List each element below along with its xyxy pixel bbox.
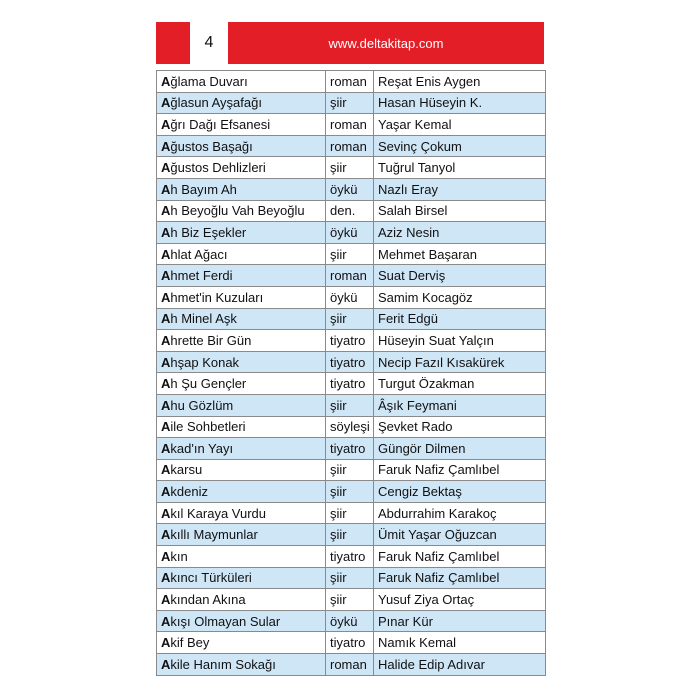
book-title-cell — [157, 92, 326, 114]
genre-cell: şiir — [326, 589, 374, 611]
book-title-cell — [157, 114, 326, 136]
title-rest: hşap Konak — [170, 354, 240, 370]
title-rest: kıncı Türküleri — [170, 570, 252, 586]
author-cell: Salah Birsel — [374, 200, 546, 222]
genre-cell: öykü — [326, 286, 374, 308]
author-cell: Sevinç Çokum — [374, 135, 546, 157]
author-cell: Nazlı Eray — [374, 178, 546, 200]
title-rest: h Beyoğlu Vah Beyoğlu — [170, 203, 305, 219]
title-initial: A — [161, 419, 171, 435]
table-row — [157, 589, 546, 611]
book-title-cell — [157, 200, 326, 222]
book-title-cell — [157, 654, 326, 676]
table-row — [157, 178, 546, 200]
book-title-cell — [157, 178, 326, 200]
title-rest: kışı Olmayan Sular — [170, 613, 281, 629]
genre-cell: tiyatro — [326, 351, 374, 373]
table-row — [157, 157, 546, 179]
book-title-cell — [157, 71, 326, 93]
author-cell: Hüseyin Suat Yalçın — [374, 330, 546, 352]
title-initial: A — [161, 570, 171, 586]
book-title-cell — [157, 589, 326, 611]
title-rest: h Şu Gençler — [170, 376, 247, 392]
table-row — [157, 373, 546, 395]
title-initial: A — [161, 376, 171, 392]
book-title-cell — [157, 502, 326, 524]
title-initial: A — [161, 138, 171, 154]
genre-cell: şiir — [326, 459, 374, 481]
title-rest: ğustos Başağı — [170, 138, 253, 154]
author-cell: Tuğrul Tanyol — [374, 157, 546, 179]
table-row — [157, 567, 546, 589]
book-title-cell — [157, 416, 326, 438]
book-title-cell — [157, 394, 326, 416]
author-cell: Turgut Özakman — [374, 373, 546, 395]
table-row — [157, 416, 546, 438]
genre-cell: şiir — [326, 243, 374, 265]
table-row — [157, 438, 546, 460]
book-table — [156, 70, 546, 676]
title-rest: ğlasun Ayşafağı — [170, 95, 262, 111]
title-initial: A — [161, 73, 171, 89]
genre-cell: şiir — [326, 394, 374, 416]
genre-cell: den. — [326, 200, 374, 222]
author-cell: Samim Kocagöz — [374, 286, 546, 308]
genre-cell: şiir — [326, 157, 374, 179]
title-initial: A — [161, 613, 171, 629]
genre-cell: şiir — [326, 502, 374, 524]
title-initial: A — [161, 354, 171, 370]
table-row — [157, 394, 546, 416]
title-initial: A — [161, 181, 171, 197]
book-title-cell — [157, 351, 326, 373]
author-cell: Güngör Dilmen — [374, 438, 546, 460]
book-title-cell — [157, 330, 326, 352]
title-initial: A — [161, 635, 171, 651]
author-cell: Halide Edip Adıvar — [374, 654, 546, 676]
table-row — [157, 222, 546, 244]
table-row — [157, 502, 546, 524]
genre-cell: tiyatro — [326, 330, 374, 352]
title-initial: A — [161, 160, 171, 176]
author-cell: Faruk Nafiz Çamlıbel — [374, 546, 546, 568]
title-initial: A — [161, 116, 171, 132]
title-initial: A — [161, 95, 171, 111]
page-header — [156, 22, 544, 64]
genre-cell: şiir — [326, 567, 374, 589]
author-cell: Necip Fazıl Kısakürek — [374, 351, 546, 373]
genre-cell: tiyatro — [326, 373, 374, 395]
genre-cell: öykü — [326, 178, 374, 200]
title-initial: A — [161, 462, 171, 478]
table-row — [157, 459, 546, 481]
title-initial: A — [161, 592, 171, 608]
genre-cell: şiir — [326, 92, 374, 114]
title-initial: A — [161, 311, 171, 327]
book-title-cell — [157, 243, 326, 265]
author-cell: Hasan Hüseyin K. — [374, 92, 546, 114]
table-row — [157, 654, 546, 676]
title-rest: ile Sohbetleri — [170, 419, 246, 435]
author-cell: Abdurrahim Karakoç — [374, 502, 546, 524]
title-rest: ğustos Dehlizleri — [170, 160, 266, 176]
author-cell: Şevket Rado — [374, 416, 546, 438]
title-initial: A — [161, 440, 171, 456]
author-cell: Faruk Nafiz Çamlıbel — [374, 567, 546, 589]
book-title-cell — [157, 546, 326, 568]
title-rest: kıllı Maymunlar — [170, 527, 258, 543]
table-row — [157, 308, 546, 330]
genre-cell: roman — [326, 135, 374, 157]
title-initial: A — [161, 527, 171, 543]
author-cell: Ferit Edgü — [374, 308, 546, 330]
book-title-cell — [157, 481, 326, 503]
title-rest: kile Hanım Sokağı — [170, 656, 276, 672]
table-row — [157, 524, 546, 546]
author-cell: Mehmet Başaran — [374, 243, 546, 265]
table-row — [157, 632, 546, 654]
genre-cell: tiyatro — [326, 438, 374, 460]
title-rest: kın — [170, 548, 188, 564]
table-row — [157, 200, 546, 222]
title-rest: kıl Karaya Vurdu — [170, 505, 267, 521]
genre-cell: şiir — [326, 308, 374, 330]
table-row — [157, 135, 546, 157]
title-rest: hu Gözlüm — [170, 397, 234, 413]
title-rest: kad'ın Yayı — [170, 440, 234, 456]
book-title-cell — [157, 265, 326, 287]
table-row — [157, 330, 546, 352]
book-title-cell — [157, 157, 326, 179]
table-row — [157, 351, 546, 373]
title-rest: hmet'in Kuzuları — [170, 289, 264, 305]
title-rest: karsu — [170, 462, 203, 478]
genre-cell: roman — [326, 654, 374, 676]
title-initial: A — [161, 224, 171, 240]
author-cell: Pınar Kür — [374, 610, 546, 632]
title-initial: A — [161, 656, 171, 672]
title-initial: A — [161, 203, 171, 219]
title-rest: h Biz Eşekler — [170, 224, 247, 240]
table-row — [157, 92, 546, 114]
author-cell: Aziz Nesin — [374, 222, 546, 244]
title-initial: A — [161, 246, 171, 262]
genre-cell: söyleşi — [326, 416, 374, 438]
table-row — [157, 286, 546, 308]
table-row — [157, 546, 546, 568]
title-rest: h Bayım Ah — [170, 181, 237, 197]
title-initial: A — [161, 548, 171, 564]
title-initial: A — [161, 505, 171, 521]
title-rest: kından Akına — [170, 592, 246, 608]
genre-cell: roman — [326, 265, 374, 287]
book-title-cell — [157, 308, 326, 330]
website-url: www.deltakitap.com — [328, 35, 444, 51]
title-initial: A — [161, 289, 171, 305]
book-title-cell — [157, 438, 326, 460]
author-cell: Faruk Nafiz Çamlıbel — [374, 459, 546, 481]
genre-cell: tiyatro — [326, 546, 374, 568]
title-rest: hlat Ağacı — [170, 246, 228, 262]
book-title-cell — [157, 373, 326, 395]
title-initial: A — [161, 397, 171, 413]
title-rest: ğrı Dağı Efsanesi — [170, 116, 271, 132]
author-cell: Yusuf Ziya Ortaç — [374, 589, 546, 611]
table-row — [157, 481, 546, 503]
title-rest: hrette Bir Gün — [170, 332, 252, 348]
genre-cell: şiir — [326, 481, 374, 503]
title-initial: A — [161, 268, 171, 284]
genre-cell: şiir — [326, 524, 374, 546]
title-rest: h Minel Aşk — [170, 311, 237, 327]
author-cell: Reşat Enis Aygen — [374, 71, 546, 93]
author-cell: Ümit Yaşar Oğuzcan — [374, 524, 546, 546]
book-title-cell — [157, 135, 326, 157]
title-rest: ğlama Duvarı — [170, 73, 248, 89]
genre-cell: roman — [326, 114, 374, 136]
book-title-cell — [157, 286, 326, 308]
book-title-cell — [157, 567, 326, 589]
page-number: 4 — [190, 22, 228, 64]
book-title-cell — [157, 222, 326, 244]
author-cell: Cengiz Bektaş — [374, 481, 546, 503]
author-cell: Suat Derviş — [374, 265, 546, 287]
book-title-cell — [157, 524, 326, 546]
genre-cell: öykü — [326, 610, 374, 632]
title-rest: hmet Ferdi — [170, 268, 233, 284]
book-title-cell — [157, 632, 326, 654]
author-cell: Âşık Feymani — [374, 394, 546, 416]
table-row — [157, 243, 546, 265]
author-cell: Yaşar Kemal — [374, 114, 546, 136]
genre-cell: roman — [326, 71, 374, 93]
genre-cell: tiyatro — [326, 632, 374, 654]
author-cell: Namık Kemal — [374, 632, 546, 654]
table-row — [157, 71, 546, 93]
table-row — [157, 114, 546, 136]
table-row — [157, 265, 546, 287]
title-rest: kif Bey — [170, 635, 210, 651]
book-title-cell — [157, 610, 326, 632]
table-row — [157, 610, 546, 632]
title-rest: kdeniz — [170, 484, 208, 500]
title-initial: A — [161, 332, 171, 348]
genre-cell: öykü — [326, 222, 374, 244]
book-title-cell — [157, 459, 326, 481]
title-initial: A — [161, 484, 171, 500]
